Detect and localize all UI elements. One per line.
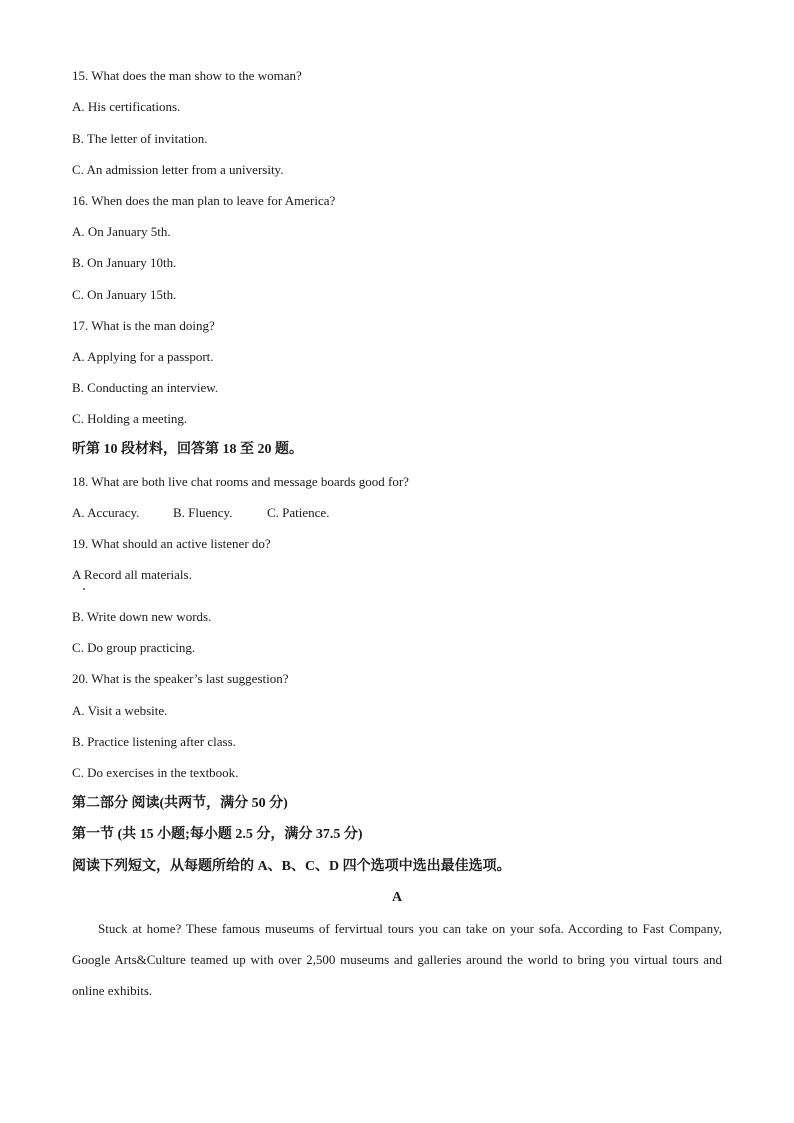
question-18-options — [72, 505, 329, 521]
question-17-option-c: C. Holding a meeting. — [72, 411, 188, 426]
part-2-section-1: 第一节 (共 15 小题;每小题 2.5 分，满分 37.5 分) — [72, 827, 363, 842]
question-20-option-a: A. Visit a website. — [72, 703, 168, 718]
question-18-option-b: B. Fluency. — [173, 505, 233, 520]
question-18-option-a: A. Accuracy. — [72, 505, 140, 520]
passage-label: A — [391, 890, 403, 905]
question-18-option-c: C. Patience. — [267, 505, 330, 520]
question-19-option-c: C. Do group practicing. — [72, 640, 196, 655]
stray-mark — [83, 588, 85, 590]
question-17-stem: 17. What is the man doing? — [72, 318, 215, 333]
question-19-stem: 19. What should an active listener do? — [72, 536, 271, 551]
question-17-option-b: B. Conducting an interview. — [72, 380, 219, 395]
question-16-option-c: C. On January 15th. — [72, 287, 177, 302]
passage-a-text: Stuck at home? These famous museums of fervirtual tours you can take on your sofa. According to Fast Company, Google Arts&Culture teamed up with over 2,500 museums and galleries around the world to bring you virtual tours and online exhibits. — [72, 921, 722, 998]
question-15-option-b: B. The letter of invitation. — [72, 131, 208, 146]
question-16-stem: 16. When does the man plan to leave for America? — [72, 193, 336, 208]
question-15-stem: 15. What does the man show to the woman? — [72, 68, 302, 83]
question-15-option-c: C. An admission letter from a university. — [72, 162, 284, 177]
question-16-option-b: B. On January 10th. — [72, 255, 177, 270]
question-18-stem: 18. What are both live chat rooms and message boards good for? — [72, 474, 409, 489]
question-19-option-a: A Record all materials. — [72, 567, 192, 582]
question-17-option-a: A. Applying for a passport. — [72, 349, 214, 364]
question-20-option-c: C. Do exercises in the textbook. — [72, 765, 239, 780]
part-2-title: 第二部分 阅读(共两节，满分 50 分) — [72, 796, 288, 811]
section-10-heading: 听第 10 段材料，回答第 18 至 20 题。 — [72, 442, 303, 457]
part-2-instruction: 阅读下列短文，从每题所给的 A、B、C、D 四个选项中选出最佳选项。 — [72, 859, 511, 874]
question-15-option-a: A. His certifications. — [72, 99, 181, 114]
question-19-option-b: B. Write down new words. — [72, 609, 212, 624]
question-20-stem: 20. What is the speaker’s last suggestion? — [72, 671, 289, 686]
question-20-option-b: B. Practice listening after class. — [72, 734, 236, 749]
question-16-option-a: A. On January 5th. — [72, 224, 171, 239]
